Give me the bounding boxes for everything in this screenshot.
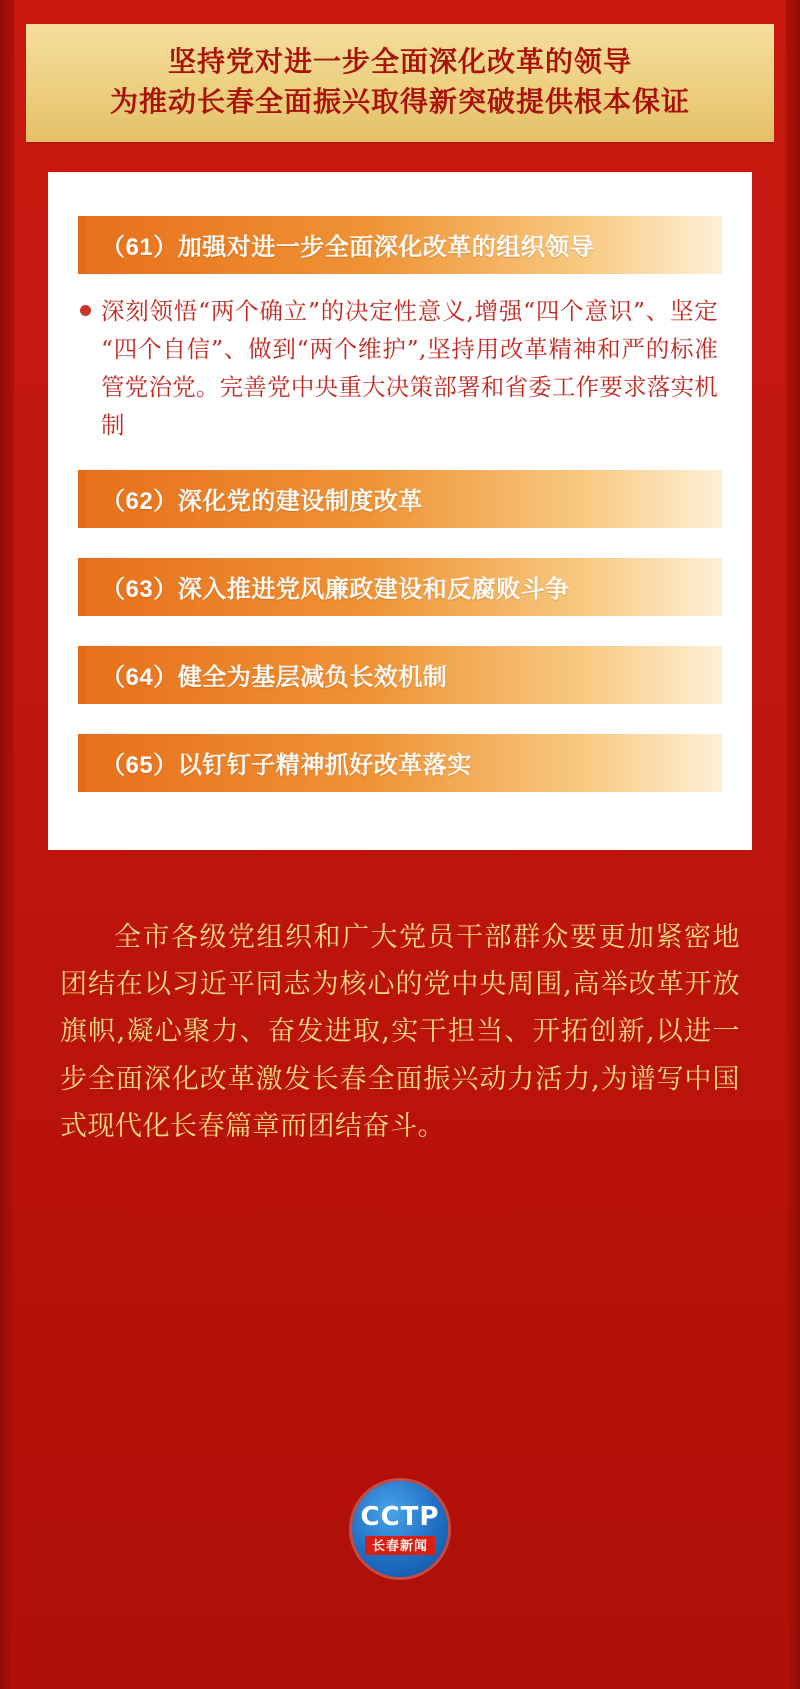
closing-paragraph: 全市各级党组织和广大党员干部群众要更加紧密地团结在以习近平同志为核心的党中央周围,高举改革开放旗帜,凝心聚力、奋发进取,实干担当、开拓创新,以进一步全面深化改革激发长春全面振兴动力活力,为谱写中国式现代化长春篇章而团结奋斗。 bbox=[60, 921, 740, 1142]
list-item-61[interactable] bbox=[78, 216, 722, 274]
header-banner bbox=[26, 24, 774, 142]
header-title-line-1: 坚持党对进一步全面深化改革的领导 bbox=[167, 45, 632, 78]
logo-sub-text: 长春新闻 bbox=[365, 1536, 435, 1555]
list-item-label: （65）以钉钉子精神抓好改革落实 bbox=[101, 752, 472, 780]
list-item-63[interactable] bbox=[78, 558, 722, 616]
cctp-logo-icon bbox=[352, 1481, 448, 1577]
list-item-label: （62）深化党的建设制度改革 bbox=[101, 488, 423, 516]
bullet-text: 深刻领悟“两个确立”的决定性意义,增强“四个意识”、坚定“四个自信”、做到“两个维护”,坚持用改革精神和严的标准管党治党。完善党中央重大决策部署和省委工作要求落实机制 bbox=[101, 296, 718, 439]
list-item-label: （63）深入推进党风廉政建设和反腐败斗争 bbox=[101, 576, 570, 604]
list-item-65[interactable] bbox=[78, 734, 722, 792]
content-card bbox=[48, 172, 752, 850]
logo-area bbox=[0, 1481, 800, 1577]
list-item-64[interactable] bbox=[78, 646, 722, 704]
list-item-label: （61）加强对进一步全面深化改革的组织领导 bbox=[101, 234, 595, 261]
logo-mark-text: CCTP bbox=[360, 1501, 440, 1532]
right-edge-stripe bbox=[786, 0, 800, 1689]
bullet-paragraph-61 bbox=[80, 292, 718, 444]
list-item-label: （64）健全为基层减负长效机制 bbox=[101, 664, 448, 692]
header-title-line-2: 为推动长春全面振兴取得新突破提供根本保证 bbox=[109, 84, 690, 118]
bullet-dot-icon bbox=[80, 305, 91, 316]
list-item-62[interactable] bbox=[78, 470, 722, 528]
left-edge-stripe bbox=[0, 0, 14, 1689]
